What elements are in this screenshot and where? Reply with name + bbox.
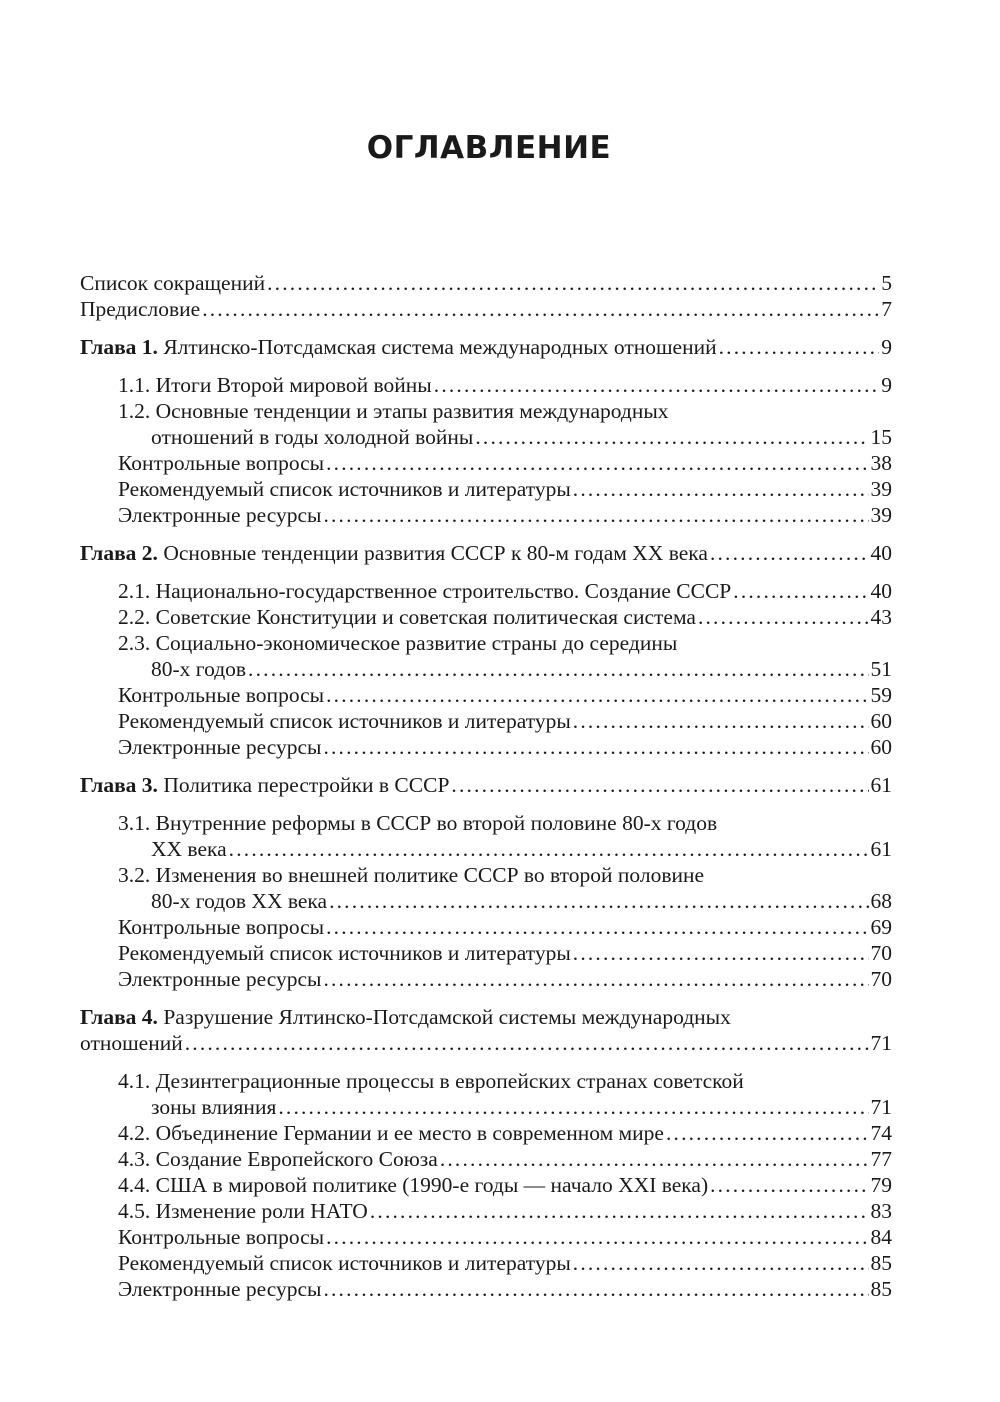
toc-entry[interactable] <box>80 502 892 528</box>
toc-entry-cont[interactable] <box>80 656 892 682</box>
dot-leader <box>698 604 869 630</box>
spacer <box>80 760 892 772</box>
toc-entry[interactable] <box>80 1172 892 1198</box>
toc-entry-text: Предисловие <box>80 297 201 321</box>
toc-entry[interactable] <box>80 476 892 502</box>
page-number: 9 <box>881 335 892 359</box>
toc-entry[interactable] <box>80 734 892 760</box>
dot-leader <box>323 502 868 528</box>
toc-entry-cont[interactable] <box>80 424 892 450</box>
dot-leader <box>573 476 869 502</box>
dot-leader <box>451 772 868 798</box>
spacer <box>80 1056 892 1068</box>
toc-entry: 2.3. Социально-экономическое развитие страны до середины <box>118 631 678 655</box>
toc-entry: 1.2. Основные тенденции и этапы развития международных <box>118 399 669 423</box>
toc-entry-cont[interactable] <box>80 888 892 914</box>
page-number: 83 <box>870 1199 892 1223</box>
toc-entry-text: Контрольные вопросы <box>118 451 325 475</box>
toc-entry-text: Электронные ресурсы <box>118 735 322 759</box>
dot-leader <box>202 296 879 322</box>
spacer <box>80 528 892 540</box>
page-number: 38 <box>870 451 892 475</box>
chapter-label: Глава 3. <box>80 773 158 797</box>
toc-entry-text: Рекомендуемый список источников и литературы <box>118 1251 571 1275</box>
toc-entry[interactable] <box>80 966 892 992</box>
toc-entry[interactable] <box>80 1146 892 1172</box>
chapter-heading: Глава 4. Разрушение Ялтинско-Потсдамской системы международных <box>80 1005 731 1029</box>
dot-leader <box>573 708 869 734</box>
toc-entry[interactable] <box>80 1224 892 1250</box>
toc-entry-text: 1.1. Итоги Второй мировой войны <box>118 373 432 397</box>
toc-entry-text: зоны влияния <box>151 1095 277 1119</box>
chapter-label: Глава 4. <box>80 1005 158 1029</box>
spacer <box>80 566 892 578</box>
dot-leader <box>370 1198 869 1224</box>
page-number: 43 <box>870 605 892 629</box>
toc-entry[interactable] <box>80 1276 892 1302</box>
toc-entry[interactable] <box>80 604 892 630</box>
page-number: 60 <box>870 735 892 759</box>
toc-entry: 3.1. Внутренние реформы в СССР во второй половине 80-х годов <box>118 811 718 835</box>
dot-leader <box>733 578 868 604</box>
dot-leader <box>719 334 880 360</box>
dot-leader <box>710 1172 868 1198</box>
dot-leader <box>326 450 868 476</box>
toc-entry[interactable] <box>80 450 892 476</box>
spacer <box>80 798 892 810</box>
page-number: 85 <box>870 1277 892 1301</box>
page-number: 7 <box>881 297 892 321</box>
page-number: 70 <box>870 967 892 991</box>
toc-entry-text: Электронные ресурсы <box>118 1277 322 1301</box>
chapter-heading[interactable] <box>80 334 892 360</box>
page-number: 61 <box>870 837 892 861</box>
toc-entry[interactable] <box>80 940 892 966</box>
toc-entry[interactable] <box>80 1250 892 1276</box>
page-number: 77 <box>870 1147 892 1171</box>
toc-entry-text: Электронные ресурсы <box>118 503 322 527</box>
dot-leader <box>323 966 868 992</box>
page-number: 59 <box>870 683 892 707</box>
toc-entry-text: 80-х годов XX века <box>151 889 328 913</box>
dot-leader <box>229 836 869 862</box>
toc-entry[interactable] <box>80 1198 892 1224</box>
chapter-label: Глава 1. <box>80 335 158 359</box>
page-number: 39 <box>870 477 892 501</box>
dot-leader <box>475 424 868 450</box>
toc-entry: 3.2. Изменения во внешней политике СССР во второй половине <box>118 863 705 887</box>
toc-entry[interactable] <box>80 914 892 940</box>
page-number: 5 <box>881 271 892 295</box>
page-number: 60 <box>870 709 892 733</box>
page-number: 70 <box>870 941 892 965</box>
toc-entry[interactable] <box>80 296 892 322</box>
toc-entry[interactable] <box>80 708 892 734</box>
dot-leader <box>326 914 868 940</box>
page-number: 40 <box>870 579 892 603</box>
toc-entry: 4.1. Дезинтеграционные процессы в европейских странах советской <box>118 1069 744 1093</box>
page-number: 61 <box>870 773 892 797</box>
toc-entry-text: Контрольные вопросы <box>118 915 325 939</box>
toc-entry-text: XX века <box>151 837 227 861</box>
dot-leader <box>267 270 879 296</box>
toc-entry-text: Рекомендуемый список источников и литературы <box>118 477 571 501</box>
page-number: 79 <box>870 1173 892 1197</box>
chapter-label: Глава 2. <box>80 541 158 565</box>
page-number: 39 <box>870 503 892 527</box>
toc-entry[interactable] <box>80 578 892 604</box>
toc-entry-text: отношений <box>80 1031 183 1055</box>
toc-entry-cont[interactable] <box>80 1094 892 1120</box>
spacer <box>80 992 892 1004</box>
toc-entry-text: Глава 2. Основные тенденции развития СССР к 80-м годам XX века <box>80 541 708 565</box>
page-number: 85 <box>870 1251 892 1275</box>
toc-entry-text: отношений в годы холодной войны <box>151 425 474 449</box>
page-number: 71 <box>870 1095 892 1119</box>
toc-entry[interactable] <box>80 372 892 398</box>
dot-leader <box>248 656 868 682</box>
toc-entry-text: Контрольные вопросы <box>118 683 325 707</box>
toc-entry-text: 4.3. Создание Европейского Союза <box>118 1147 438 1171</box>
chapter-heading[interactable] <box>80 540 892 566</box>
toc-entry-text: Рекомендуемый список источников и литературы <box>118 941 571 965</box>
toc-entry-text: Глава 3. Политика перестройки в СССР <box>80 773 450 797</box>
toc-entry-text: 2.1. Национально-государственное строительство. Создание СССР <box>118 579 732 603</box>
toc-entry-text: 4.4. США в мировой политике (1990-е годы — начало XXI века) <box>118 1173 709 1197</box>
toc-entry-text: 2.2. Советские Конституции и советская политическая система <box>118 605 696 629</box>
toc-entry-text: Контрольные вопросы <box>118 1225 325 1249</box>
toc-entry-text: 4.2. Объединение Германии и ее место в современном мире <box>118 1121 664 1145</box>
toc-entry-text: 80-х годов <box>151 657 247 681</box>
toc-entry-text: 4.5. Изменение роли НАТО <box>118 1199 368 1223</box>
dot-leader <box>185 1030 869 1056</box>
dot-leader <box>323 734 868 760</box>
toc-entry[interactable] <box>80 682 892 708</box>
toc-entry[interactable] <box>80 1120 892 1146</box>
dot-leader <box>710 540 869 566</box>
toc-entry-text: Список сокращений <box>80 271 266 295</box>
toc-entry-text: Глава 1. Ялтинско-Потсдамская система международных отношений <box>80 335 717 359</box>
page-number: 71 <box>870 1031 892 1055</box>
chapter-heading-cont[interactable] <box>80 1030 892 1056</box>
spacer <box>80 322 892 334</box>
page-number: 40 <box>870 541 892 565</box>
dot-leader <box>329 888 868 914</box>
page-number: 84 <box>870 1225 892 1249</box>
dot-leader <box>326 682 868 708</box>
page-number: 9 <box>881 373 892 397</box>
page-title: ОГЛАВЛЕНИЕ <box>366 130 612 166</box>
toc-entry[interactable] <box>80 270 892 296</box>
dot-leader <box>666 1120 869 1146</box>
toc-entry-cont[interactable] <box>80 836 892 862</box>
spacer <box>80 360 892 372</box>
dot-leader <box>573 940 869 966</box>
page-number: 69 <box>870 915 892 939</box>
page-number: 51 <box>870 657 892 681</box>
toc-entry-text: Электронные ресурсы <box>118 967 322 991</box>
dot-leader <box>434 372 879 398</box>
toc-entry-text: Рекомендуемый список источников и литературы <box>118 709 571 733</box>
dot-leader <box>326 1224 868 1250</box>
table-of-contents <box>80 270 892 1302</box>
page-number: 74 <box>870 1121 892 1145</box>
page-number: 68 <box>870 889 892 913</box>
dot-leader <box>323 1276 868 1302</box>
page-number: 15 <box>870 425 892 449</box>
dot-leader <box>278 1094 868 1120</box>
dot-leader <box>573 1250 869 1276</box>
dot-leader <box>440 1146 869 1172</box>
chapter-heading[interactable] <box>80 772 892 798</box>
